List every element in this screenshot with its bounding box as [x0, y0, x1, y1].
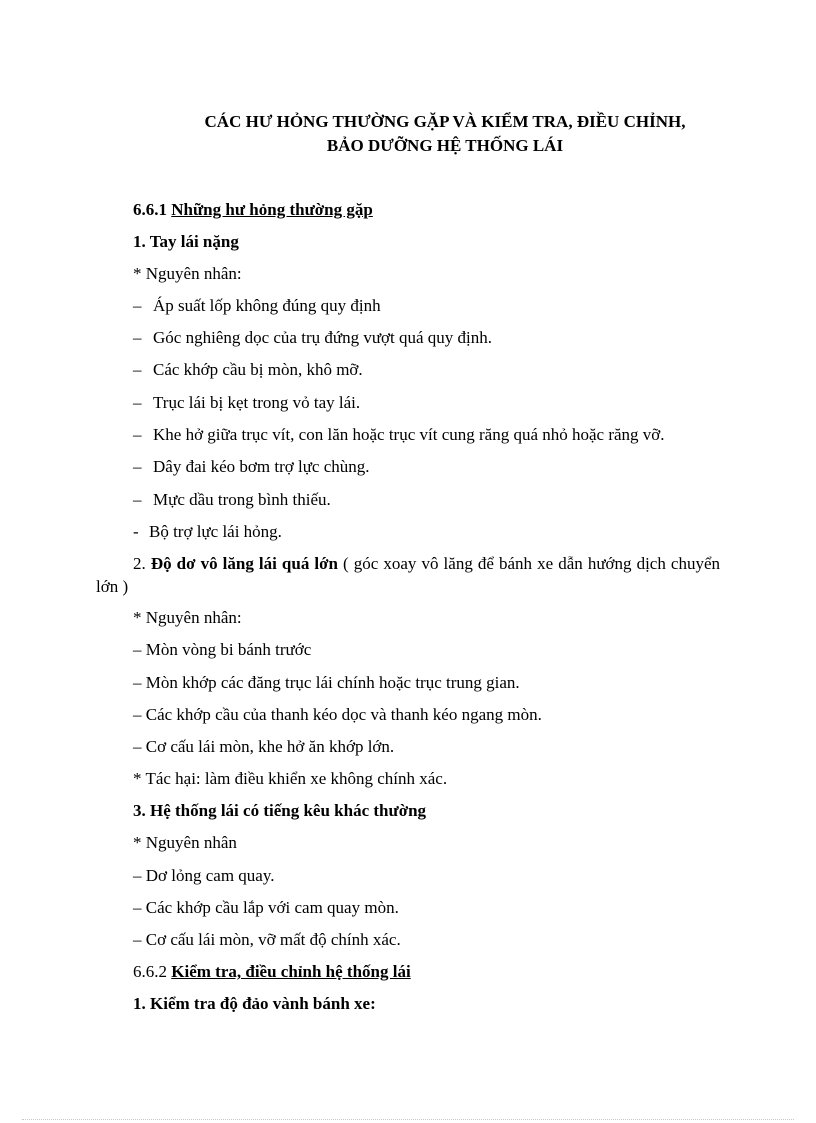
dash-marker: - [133, 522, 139, 541]
dash-marker: – [133, 296, 142, 315]
bullet-item [133, 327, 492, 349]
bullet-item [133, 359, 363, 381]
bullet-item [133, 424, 665, 446]
item-heading-heavy-steering: 1. Tay lái nặng [133, 232, 239, 251]
section-heading-6-6-1 [133, 199, 373, 221]
dash-marker: – [133, 393, 142, 412]
bullet-text: Dây đai kéo bơm trợ lực chùng. [153, 457, 370, 476]
dash-marker: – [133, 360, 142, 379]
bullet-text: Góc nghiêng dọc của trụ đứng vượt quá quy định. [153, 328, 493, 347]
cause-label: * Nguyên nhân: [133, 264, 242, 283]
item-heading-steering-play [96, 552, 720, 598]
section-number: 6.6.2 [133, 962, 172, 981]
bullet-item: – Cơ cấu lái mòn, khe hở ăn khớp lớn. [133, 737, 395, 756]
bullet-item: – Các khớp cầu lắp với cam quay mòn. [133, 898, 399, 917]
dash-marker: – [133, 425, 142, 444]
bullet-item: – Mòn vòng bi bánh trước [133, 640, 312, 659]
item-heading-noise: 3. Hệ thống lái có tiếng kêu khác thường [133, 801, 427, 820]
dash-marker: – [133, 328, 142, 347]
section-number: 6.6.1 [133, 200, 172, 219]
dash-marker: – [133, 457, 142, 476]
dash-marker: – [133, 490, 142, 509]
item-heading-bold: Độ dơ vô lăng lái quá lớn [150, 554, 338, 573]
document-title [150, 110, 740, 158]
page-bottom-divider [22, 1119, 794, 1120]
bullet-text: Trục lái bị kẹt trong vỏ tay lái. [153, 393, 361, 412]
section-heading-6-6-2 [133, 961, 411, 983]
item-heading-wheel-runout: 1. Kiểm tra độ đảo vành bánh xe: [133, 994, 376, 1013]
bullet-item: – Các khớp cầu của thanh kéo dọc và thanh kéo ngang mòn. [133, 705, 542, 724]
bullet-text: Khe hở giữa trục vít, con lăn hoặc trục vít cung răng quá nhỏ hoặc răng vỡ. [153, 425, 665, 444]
bullet-item [133, 489, 331, 511]
bullet-item [133, 295, 381, 317]
item-number: 2. [133, 554, 151, 573]
bullet-text: Bộ trợ lực lái hỏng. [149, 522, 282, 541]
bullet-text: Mực dầu trong bình thiếu. [153, 490, 331, 509]
bullet-item: – Mòn khớp các đăng trục lái chính hoặc trục trung gian. [133, 673, 520, 692]
title-line-2: BẢO DƯỠNG HỆ THỐNG LÁI [326, 136, 564, 155]
bullet-item [133, 392, 360, 414]
bullet-text: Các khớp cầu bị mòn, khô mỡ. [153, 360, 363, 379]
section-title: Kiểm tra, điều chỉnh hệ thống lái [171, 962, 411, 981]
harm-note: * Tác hại: làm điều khiển xe không chính xác. [133, 769, 448, 788]
bullet-item [133, 456, 370, 478]
cause-label: * Nguyên nhân: [133, 608, 242, 627]
bullet-item: – Dơ lỏng cam quay. [133, 866, 275, 885]
section-title: Những hư hỏng thường gặp [171, 200, 373, 219]
cause-label: * Nguyên nhân [133, 833, 237, 852]
bullet-item [133, 521, 282, 543]
title-line-1: CÁC HƯ HỎNG THƯỜNG GẶP VÀ KIỂM TRA, ĐIỀU CHỈNH, [204, 112, 686, 131]
bullet-text: Áp suất lốp không đúng quy định [153, 296, 381, 315]
item-heading-note: ( góc xoay vô lăng để bánh xe dẫn hướng dịch chuyển lớn ) [96, 554, 721, 596]
bullet-item: – Cơ cấu lái mòn, vỡ mất độ chính xác. [133, 930, 401, 949]
